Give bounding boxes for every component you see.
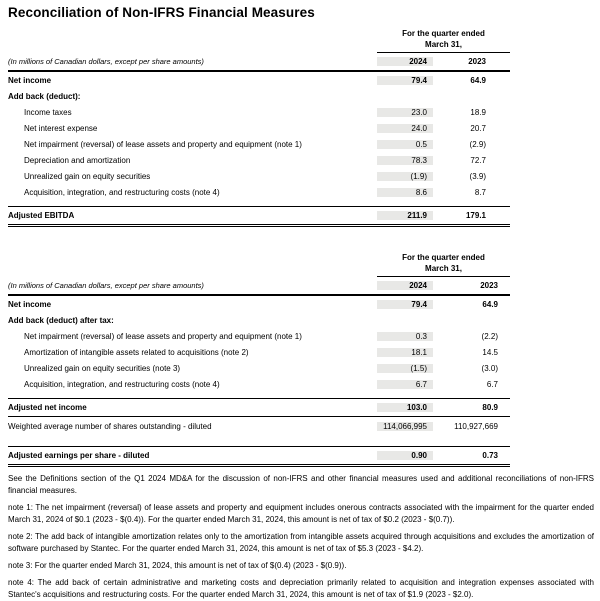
table1-column-header-row (8, 53, 510, 72)
value-2024: 8.6 (377, 188, 433, 197)
table-row (8, 296, 510, 312)
value-2023: (2.2) (481, 331, 498, 341)
value-2024: 0.3 (377, 332, 433, 341)
column-header-2024: 2024 (377, 57, 433, 66)
period-line1: For the quarter ended (402, 253, 485, 262)
footnote-note2: note 2: The add back of intangible amortization relates only to the amortization from intangible assets acquired through acquisitions and excludes the amortization of software purchased by Stantec. For the quarter ended March 31, 2024, this amount is net of tax of $5.3 (2023 - $4.2). (8, 532, 594, 553)
adjusted-net-income-table (8, 252, 510, 467)
column-header-2023: 2023 (480, 281, 498, 290)
value-2024: 6.7 (377, 380, 433, 389)
row-label: Adjusted net income (8, 403, 87, 412)
table-row (8, 168, 510, 184)
row-label: Add back (deduct) after tax: (8, 315, 114, 325)
value-2023: (2.9) (469, 139, 486, 149)
table-row (8, 72, 510, 88)
footnote-note3: note 3: For the quarter ended March 31, 2024, this amount is net of tax of $(0.4) (2023 - $(0.9)). (8, 561, 347, 570)
row-label: Add back (deduct): (8, 91, 81, 101)
value-2024: 78.3 (377, 156, 433, 165)
row-label: Depreciation and amortization (24, 155, 131, 165)
footnote-note1: note 1: The net impairment (reversal) of lease assets and property and equipment includes onerous contracts associated with the impairment for the quarter ended March 31, 2024 of $0.1 (2023 - $(0.4)). For the quarter ended March 31, 2024, this amount is net of tax of $0.2 (2023 - $(0.7)). (8, 503, 594, 524)
table-row (8, 328, 510, 344)
period-line2: March 31, (425, 264, 462, 273)
value-2024: 0.90 (377, 451, 433, 460)
value-2023: 0.73 (482, 451, 498, 460)
footnote-definitions: See the Definitions section of the Q1 2024 MD&A for the discussion of non-IFRS and other financial measures used and additional reconciliations of non-IFRS financial measures. (8, 474, 594, 495)
unit-label: (In millions of Canadian dollars, except per share amounts) (8, 57, 204, 66)
value-2023: (3.9) (469, 171, 486, 181)
value-2024: 211.9 (377, 211, 433, 220)
value-2023: 6.7 (486, 379, 498, 389)
row-label: Unrealized gain on equity securities (24, 171, 151, 181)
table-row (8, 184, 510, 200)
table2-period-header (8, 252, 510, 277)
row-label: Weighted average number of shares outstanding - diluted (8, 422, 212, 431)
value-2024: 24.0 (377, 124, 433, 133)
table2-column-header-row (8, 277, 510, 296)
value-2024: 23.0 (377, 108, 433, 117)
table1-period-header (8, 28, 510, 53)
table-row (8, 312, 510, 328)
table-row (8, 344, 510, 360)
value-2023: 72.7 (470, 155, 486, 165)
value-2024: (1.9) (377, 172, 433, 181)
value-2023: (3.0) (481, 363, 498, 373)
value-2024: 79.4 (377, 76, 433, 85)
value-2023: 14.5 (482, 347, 498, 357)
value-2024: 79.4 (377, 300, 433, 309)
period-line2: March 31, (425, 40, 462, 49)
table-row (8, 88, 510, 104)
table-row (8, 360, 510, 376)
row-label: Net income (8, 299, 52, 309)
weighted-shares-row (8, 417, 510, 436)
row-label: Income taxes (24, 107, 72, 117)
value-2024: 103.0 (377, 403, 433, 412)
table-row (8, 120, 510, 136)
row-label: Adjusted EBITDA (8, 211, 75, 220)
value-2024: 0.5 (377, 140, 433, 149)
adjusted-ebitda-table (8, 28, 510, 227)
value-2023: 110,927,669 (454, 422, 498, 431)
table-row (8, 376, 510, 392)
value-2023: 20.7 (470, 123, 486, 133)
column-header-2023: 2023 (468, 57, 486, 66)
footnotes (8, 473, 594, 601)
value-2024: 18.1 (377, 348, 433, 357)
row-label: Net income (8, 75, 52, 85)
column-header-2024: 2024 (377, 281, 433, 290)
table-row (8, 136, 510, 152)
adjusted-ebitda-total-row (8, 206, 510, 227)
value-2023: 80.9 (482, 403, 498, 412)
row-label: Acquisition, integration, and restructuring costs (note 4) (24, 187, 220, 197)
adjusted-eps-row (8, 446, 510, 467)
spacer-row (8, 436, 510, 446)
row-label: Net impairment (reversal) of lease assets and property and equipment (note 1) (24, 331, 302, 341)
row-label: Acquisition, integration, and restructuring costs (note 4) (24, 379, 220, 389)
row-label: Adjusted earnings per share - diluted (8, 451, 150, 460)
adjusted-net-income-row (8, 398, 510, 417)
unit-label: (In millions of Canadian dollars, except per share amounts) (8, 281, 204, 290)
value-2023: 64.9 (470, 75, 486, 85)
value-2024: (1.5) (377, 364, 433, 373)
row-label: Net interest expense (24, 123, 98, 133)
value-2023: 64.9 (482, 299, 498, 309)
table-row (8, 104, 510, 120)
row-label: Net impairment (reversal) of lease assets and property and equipment (note 1) (24, 139, 302, 149)
value-2023: 8.7 (474, 187, 486, 197)
value-2023: 18.9 (470, 107, 486, 117)
row-label: Amortization of intangible assets related to acquisitions (note 2) (24, 347, 249, 357)
value-2024: 114,066,995 (377, 422, 433, 431)
row-label: Unrealized gain on equity securities (note 3) (24, 363, 181, 373)
page-title: Reconciliation of Non-IFRS Financial Measures (8, 5, 315, 20)
period-line1: For the quarter ended (402, 29, 485, 38)
footnote-note4: note 4: The add back of certain administrative and marketing costs and depreciation primarily related to acquisition and integration expenses associated with Stantec's acquisitions and restructuring costs. For the quarter ended March 31, 2024, this amount is net of tax of $1.9 (2023 - $2.0). (8, 578, 594, 599)
value-2023: 179.1 (465, 211, 486, 220)
table-row (8, 152, 510, 168)
